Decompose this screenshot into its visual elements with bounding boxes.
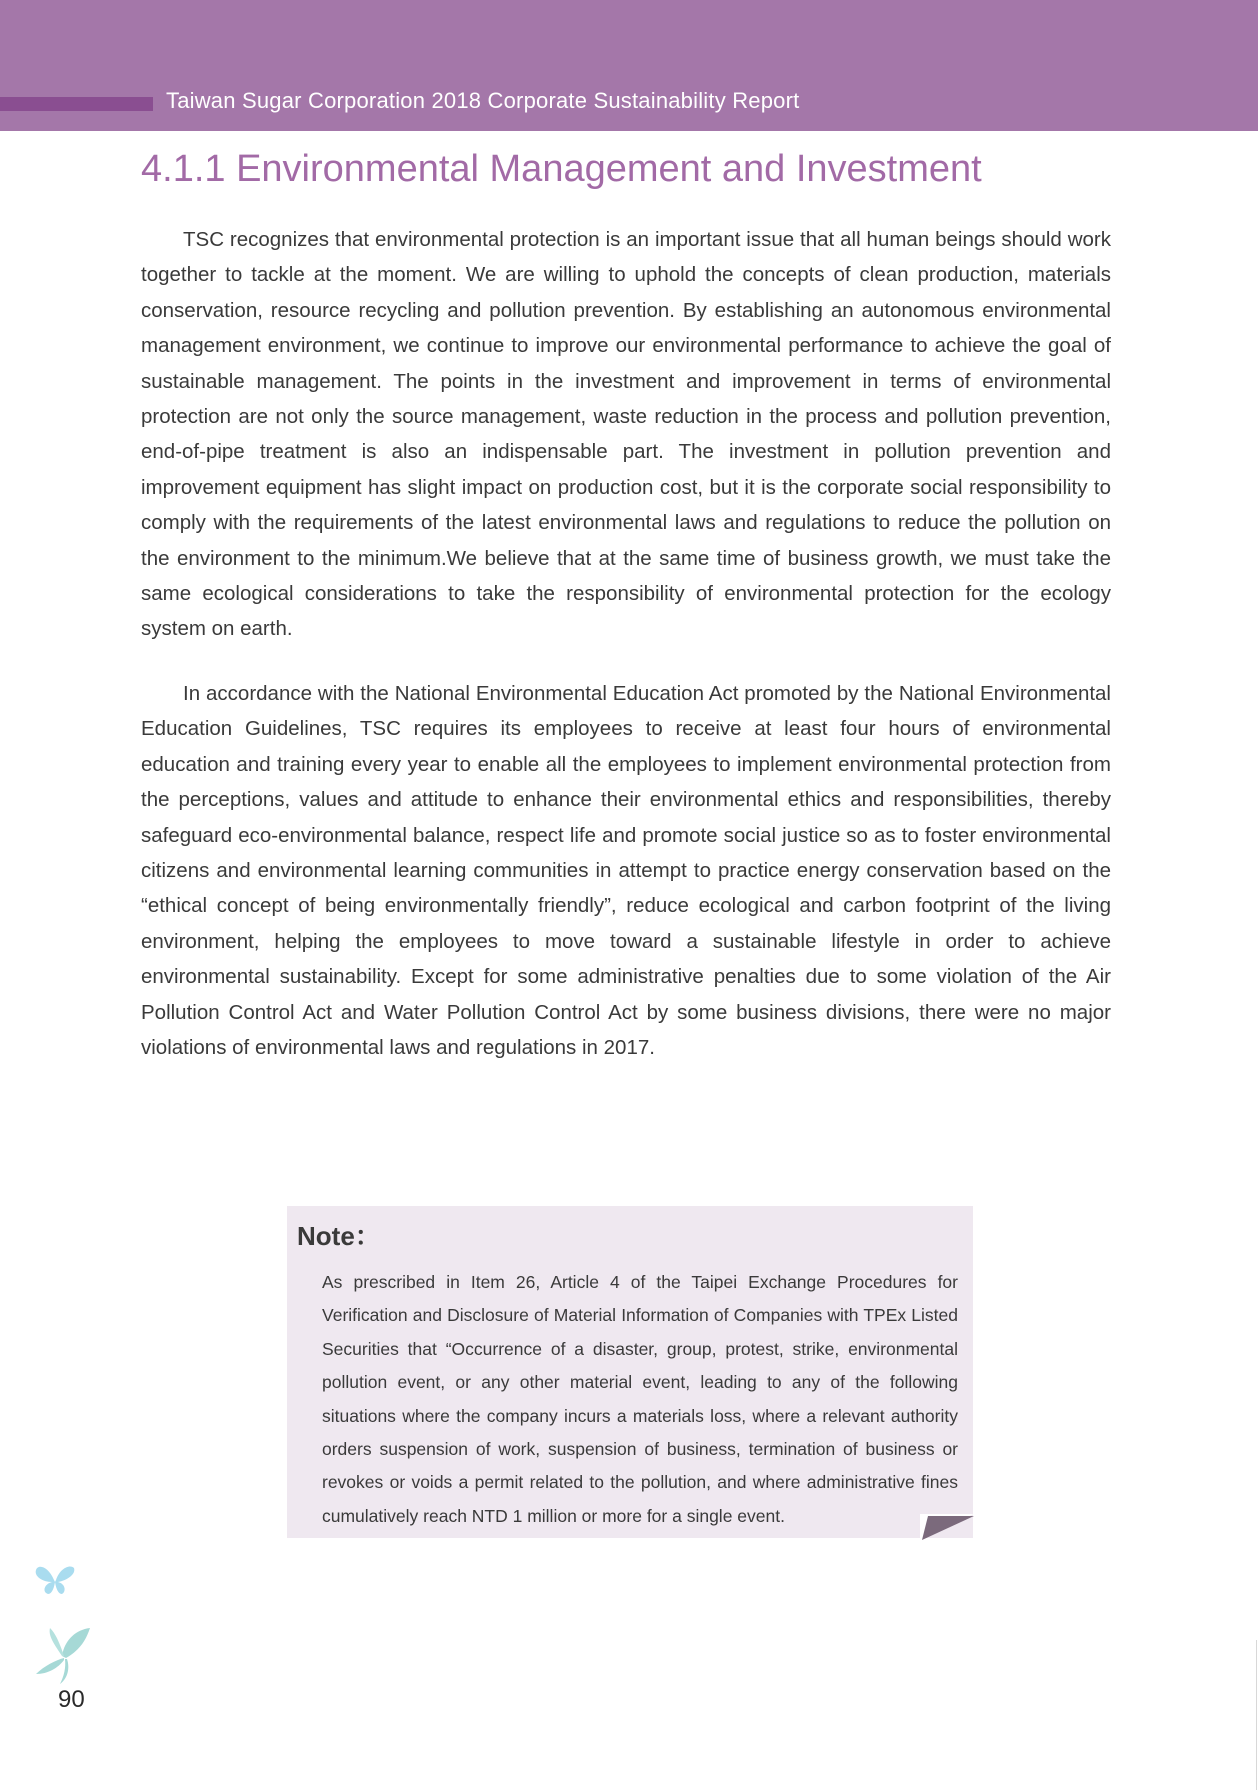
page-number: 90 [58,1686,85,1713]
page-curl-icon [920,1514,976,1542]
header-accent-stripe [0,97,153,111]
body-paragraph: TSC recognizes that environmental protection is an important issue that all human beings should work together to tackle at the moment. We are willing to uphold the concepts of clean production, materials conservation, resource recycling and pollution prevention. By establishing an autonomous environmental management environment, we continue to improve our environmental performance to achieve the goal of sustainable management. The points in the investment and improvement in terms of environmental protection are not only the source management, waste reduction in the process and pollution prevention, end-of-pipe treatment is also an indispensable part. The investment in pollution prevention and improvement equipment has slight impact on production cost, but it is the corporate social responsibility to comply with the requirements of the latest environmental laws and regulations to reduce the pollution on the environment to the minimum.We believe that at the same time of business growth, we must take the same ecological considerations to take the responsibility of environmental protection for the ecology system on earth. [141,228,1111,641]
report-title: Taiwan Sugar Corporation 2018 Corporate Sustainability Report [166,88,800,113]
note-heading: Note： [297,1221,381,1251]
note-box [287,1206,973,1538]
butterfly-icon [34,1562,76,1596]
note-text: As prescribed in Item 26, Article 4 of the Taipei Exchange Procedures for Verification and Disclosure of Material Information of Companies with TPEx Listed Securities that “Occurrence of a disaster, group, protest, strike, environmental pollution event, or any other material event, leading to any of the following situations where the company incurs a materials loss, where a relevant authority orders suspension of work, suspension of business, termination of business or revokes or voids a permit related to the pollution, and where administrative fines cumulatively reach NTD 1 million or more for a single event. [322,1272,958,1526]
butterfly-icon [34,1626,94,1686]
page-header [0,0,1258,131]
page-edge-line [1256,1640,1257,1790]
body-paragraph: In accordance with the National Environmental Education Act promoted by the National Environmental Education Guidelines, TSC requires its employees to receive at least four hours of environmental education and training every year to enable all the employees to implement environmental protection from the perceptions, values and attitude to enhance their environmental ethics and responsibilities, thereby safeguard eco-environmental balance, respect life and promote social justice so as to foster environmental citizens and environmental learning communities in attempt to practice energy conservation based on the “ethical concept of being environmentally friendly”, reduce ecological and carbon footprint of the living environment, helping the employees to move toward a sustainable lifestyle in order to achieve environmental sustainability. Except for some administrative penalties due to some violation of the Air Pollution Control Act and Water Pollution Control Act by some business divisions, there were no major violations of environmental laws and regulations in 2017. [141,682,1111,1060]
section-title: 4.1.1 Environmental Management and Investment [141,148,982,190]
